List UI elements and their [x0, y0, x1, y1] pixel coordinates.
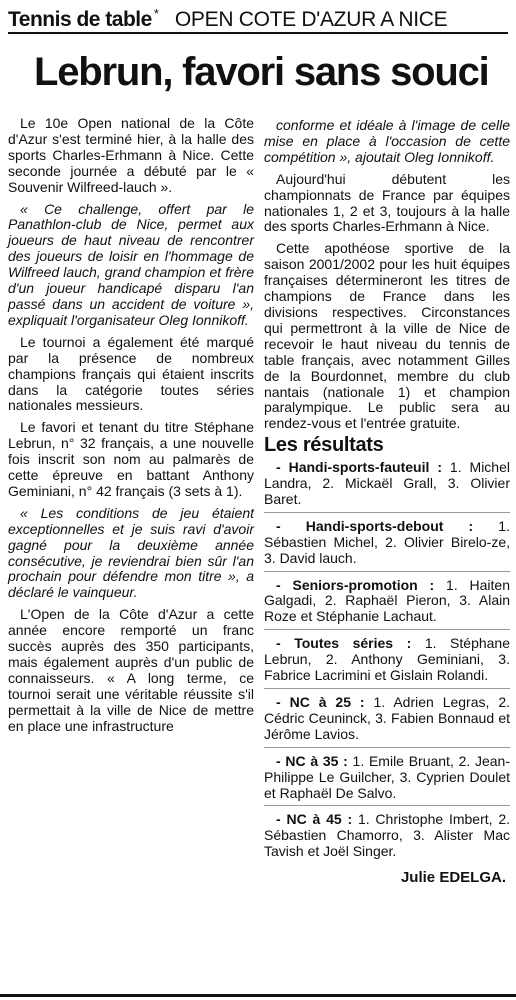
result-item: [264, 460, 510, 513]
result-category: - Seniors-promotion :: [276, 576, 435, 593]
result-text: 1. Stéphane Lebrun, 2. Anthony Geminiani, 3. Fabrice Lacrimini et Gislain Rolandi.: [264, 635, 511, 684]
result-text: 1. Adrien Legras, 2. Cédric Ceuninck, 3. Fabien Bonnaud et Jérôme Lavios.: [264, 694, 510, 742]
rubric-mark: *: [153, 6, 159, 21]
paragraph: Le favori et tenant du titre Stéphane Lebrun, n° 32 français, a une nouvelle fois inscrit son nom au palmarès de cette épreuve en battant Anthony Geminiani, n° 42 français (3 sets à 1).: [8, 419, 254, 499]
result-item: [264, 812, 510, 864]
paragraph: Le tournoi a également été marqué par la présence de nombreux champions français qui étaient inscrits dans la catégorie toutes séries nationales messieurs.: [8, 333, 254, 414]
article-column-right: [264, 118, 510, 886]
result-category: - NC à 35 :: [276, 752, 348, 769]
result-text: 1. Emile Bruant, 2. Jean-Philippe Le Guilcher, 3. Cyprien Doulet et Raphaël De Salvo.: [264, 752, 510, 801]
result-category: - Toutes séries :: [276, 635, 412, 652]
result-text: 1. Haiten Galgadi, 2. Raphaël Pieron, 3. Alain Roze et Stéphanie Lachaut.: [264, 576, 510, 625]
result-category: - Handi-sports-fauteuil :: [276, 459, 442, 476]
result-item: [264, 519, 510, 572]
paragraph: Aujourd'hui débutent les championnats de France par équipes nationales 1, 2 et 3, toujours à la halle des sports Charles-Erhmann à Nice.: [264, 170, 510, 235]
event-title: OPEN COTE D'AZUR A NICE: [174, 8, 448, 31]
result-item: [264, 636, 510, 689]
paragraph: « Les conditions de jeu étaient exceptionnelles et je suis ravi d'avoir gagné pour la deuxième année consécutive, je reviendrai bien sûr l'an prochain pour défendre mon titre », a déclaré le vainqueur.: [8, 504, 254, 601]
article-column-left: [8, 116, 254, 741]
paragraph: L'Open de la Côte d'Azur a cette année encore remporté un franc succès auprès des 350 participants, mais également auprès d'un public de connaisseurs. « A long terme, ce tournoi serait une véritable réussite s'il permettait à la ville de Nice de mettre en place une infrastructure: [8, 606, 254, 734]
result-text: 1. Michel Landra, 2. Mickaël Grall, 3. Olivier Baret.: [264, 459, 510, 507]
section-rubric: Tennis de table: [8, 8, 152, 31]
bottom-divider: [0, 994, 516, 997]
result-category: - Handi-sports-debout :: [276, 517, 474, 534]
result-category: - NC à 25 :: [276, 694, 365, 710]
result-item: [264, 695, 510, 748]
results-title: Les résultats: [264, 434, 384, 457]
result-item: [264, 754, 510, 807]
paragraph: « Ce challenge, offert par le Panathlon-club de Nice, permet aux joueurs de haut niveau de rencontrer des joueurs de loisir en l'hommage de Wilfreed lauch, grand champion et frère d'un joueur handicapé disparu l'an passé dans un accident de voiture », expliquait l'organisateur Oleg Ionnikoff.: [8, 200, 254, 328]
paragraph: Le 10e Open national de la Côte d'Azur s'est terminé hier, à la halle des sports Charles-Erhmann à Nice. Cette seconde journée a débuté par le « Souvenir Wilfreed-lauch ».: [8, 115, 254, 195]
article-header: [8, 6, 508, 34]
author-signature: Julie EDELGA.: [400, 869, 506, 887]
result-text: 1. Sébastien Michel, 2. Olivier Birelo-ze, 3. David lauch.: [264, 517, 510, 566]
paragraph: conforme et idéale à l'image de celle mise en place à l'occasion de cette compétition », ajoutait Oleg Ionnikoff.: [264, 117, 510, 165]
result-category: - NC à 45 :: [276, 811, 353, 828]
headline: Lebrun, favori sans souci: [34, 50, 489, 94]
result-text: 1. Christophe Imbert, 2. Sébastien Chamorro, 3. Alister Mac Tavish et Joël Singer.: [264, 811, 510, 860]
results-list: [264, 460, 510, 864]
paragraph: Cette apothéose sportive de la saison 2001/2002 pour les huit équipes françaises détermineront les titres de champions de France dans les divisions respectives. Circonstances qui permettront à la ville de Nice de recevoir le haut niveau du tennis de table français, avec notamment Gilles de la Bourdonnet, membre du club nantais (nationale 1) et champion paralympique. Le public sera au rendez-vous et l'entrée gratuite.: [264, 240, 510, 432]
result-item: [264, 578, 510, 631]
